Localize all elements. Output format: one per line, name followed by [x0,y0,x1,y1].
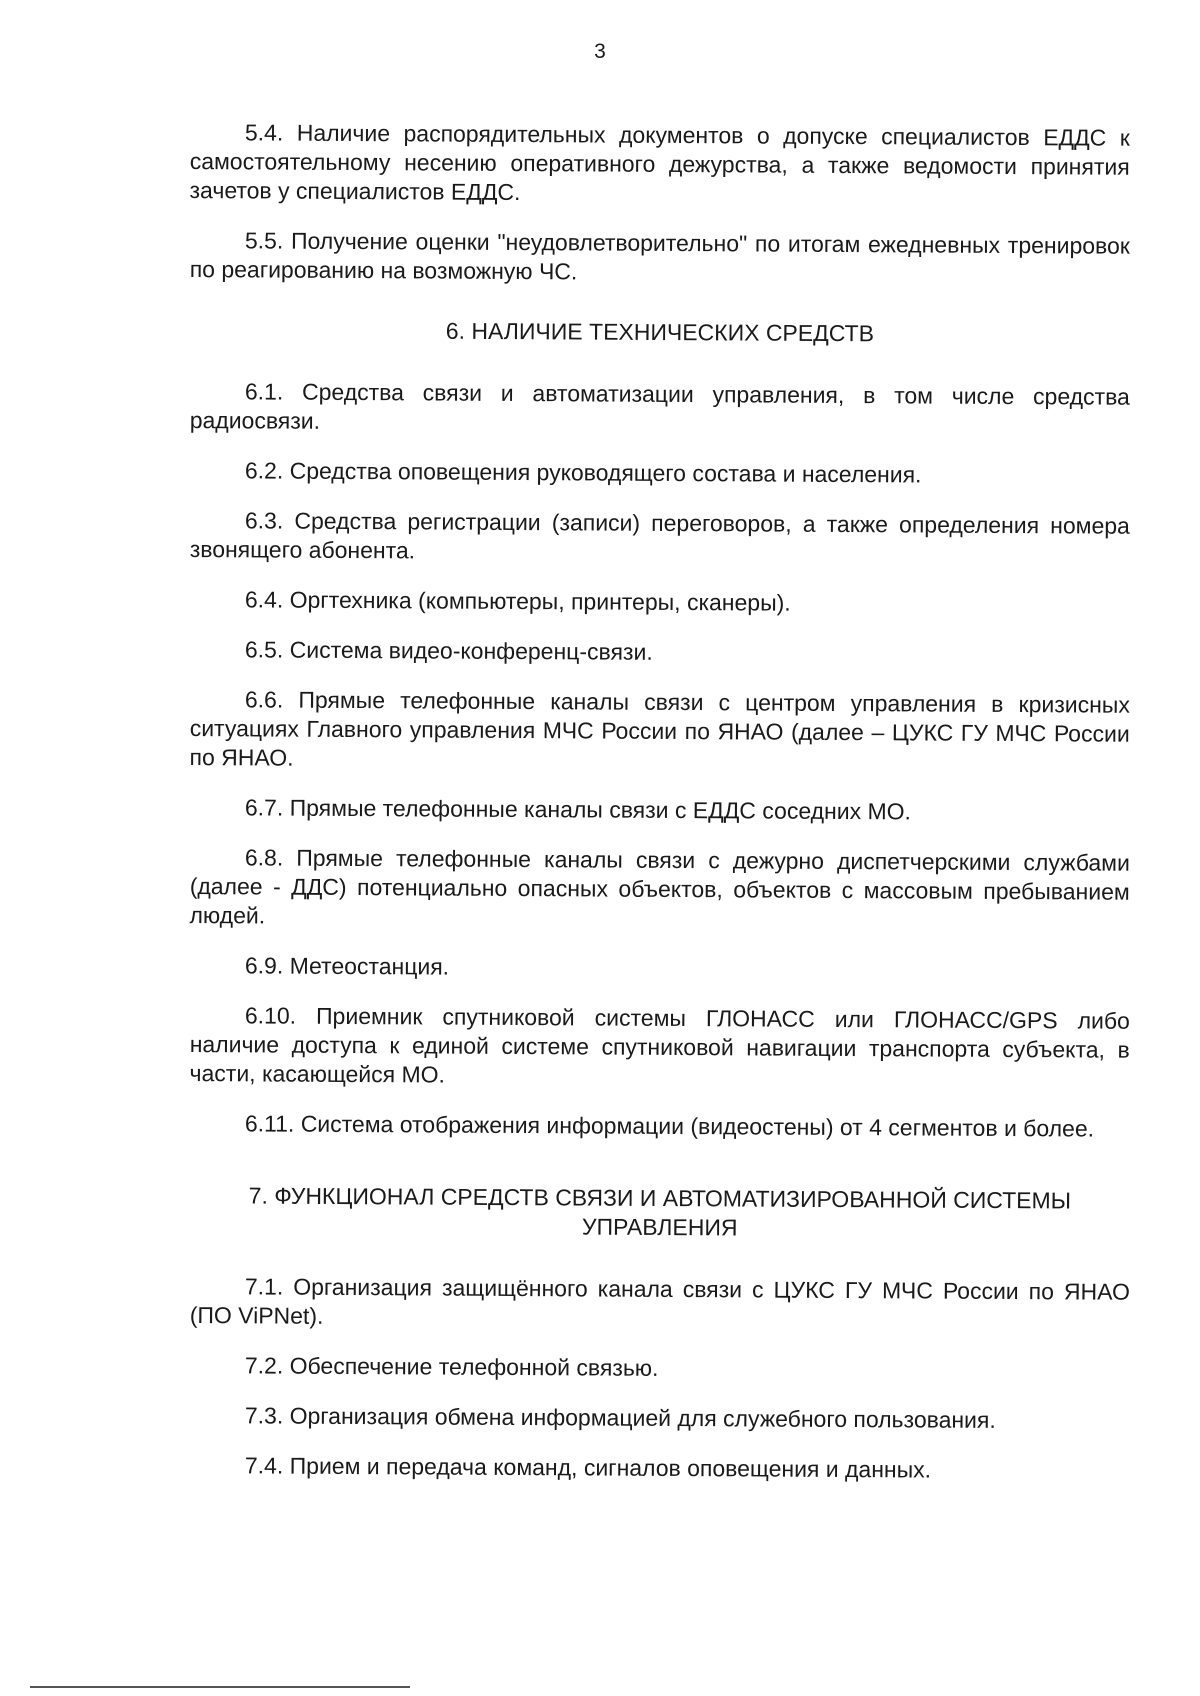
section-7-heading [190,1181,1130,1245]
paragraph-7-4: 7.4. Прием и передача команд, сигналов оповещения и данных. [244,1452,932,1483]
paragraph-6-10: 6.10. Приемник спутниковой системы ГЛОНАСС или ГЛОНАСС/GPS либо наличие доступа к единой системе спутниковой навигации транспорта субъекта, в части, касающейся МО. [189,1002,1130,1088]
paragraph-5-4: 5.4. Наличие распорядительных документов о допуске специалистов ЕДДС к самостоятельному несению оперативного дежурства, а также ведомости принятия зачетов у специалистов ЕДДС. [189,119,1130,206]
page-number: 3 [594,40,606,63]
paragraph-6-6: 6.6. Прямые телефонные каналы связи с центром управления в кризисных ситуациях Главного управления МЧС России по ЯНАО (далее – ЦУКС ГУ МЧС России по ЯНАО. [189,686,1130,771]
document-body [190,118,1130,1501]
paragraph-6-3: 6.3. Средства регистрации (записи) переговоров, а также определения номера звонящего абонента. [189,507,1130,564]
section-7-heading-line-2: УПРАВЛЕНИЯ [581,1213,738,1241]
paragraph-6-2: 6.2. Средства оповещения руководящего состава и населения. [244,457,922,488]
paragraph-6-1: 6.1. Средства связи и автоматизации управления, в том числе средства радиосвязи. [189,378,1130,434]
paragraph-6-8: 6.8. Прямые телефонные каналы связи с дежурно диспетчерскими службами (далее - ДДС) потенциально опасных объектов, объектов с массовым пребыванием людей. [189,844,1130,929]
paragraph-6-4: 6.4. Оргтехника (компьютеры, принтеры, сканеры). [244,586,791,616]
paragraph-7-3: 7.3. Организация обмена информацией для служебного пользования. [244,1402,996,1433]
bottom-scan-line [30,1686,410,1688]
paragraph-6-11: 6.11. Система отображения информации (видеостены) от 4 сегментов и более. [244,1110,1095,1142]
paragraph-6-9: 6.9. Метеостанция. [244,952,450,980]
paragraph-7-2: 7.2. Обеспечение телефонной связью. [244,1352,659,1381]
paragraph-7-1: 7.1. Организация защищённого канала связи с ЦУКС ГУ МЧС России по ЯНАО (ПО ViPNet). [189,1273,1130,1329]
paragraph-6-7: 6.7. Прямые телефонные каналы связи с ЕДДС соседних МО. [244,794,912,825]
section-6-heading: 6. НАЛИЧИЕ ТЕХНИЧЕСКИХ СРЕДСТВ [445,317,875,347]
section-7-heading-line-1: 7. ФУНКЦИОНАЛ СРЕДСТВ СВЯЗИ И АВТОМАТИЗИРОВАННОЙ СИСТЕМЫ [248,1182,1072,1214]
paragraph-6-5: 6.5. Система видео-конференц-связи. [244,636,653,665]
paragraph-5-5: 5.5. Получение оценки "неудовлетворительно" по итогам ежедневных тренировок по реагированию на возможную ЧС. [189,227,1130,285]
